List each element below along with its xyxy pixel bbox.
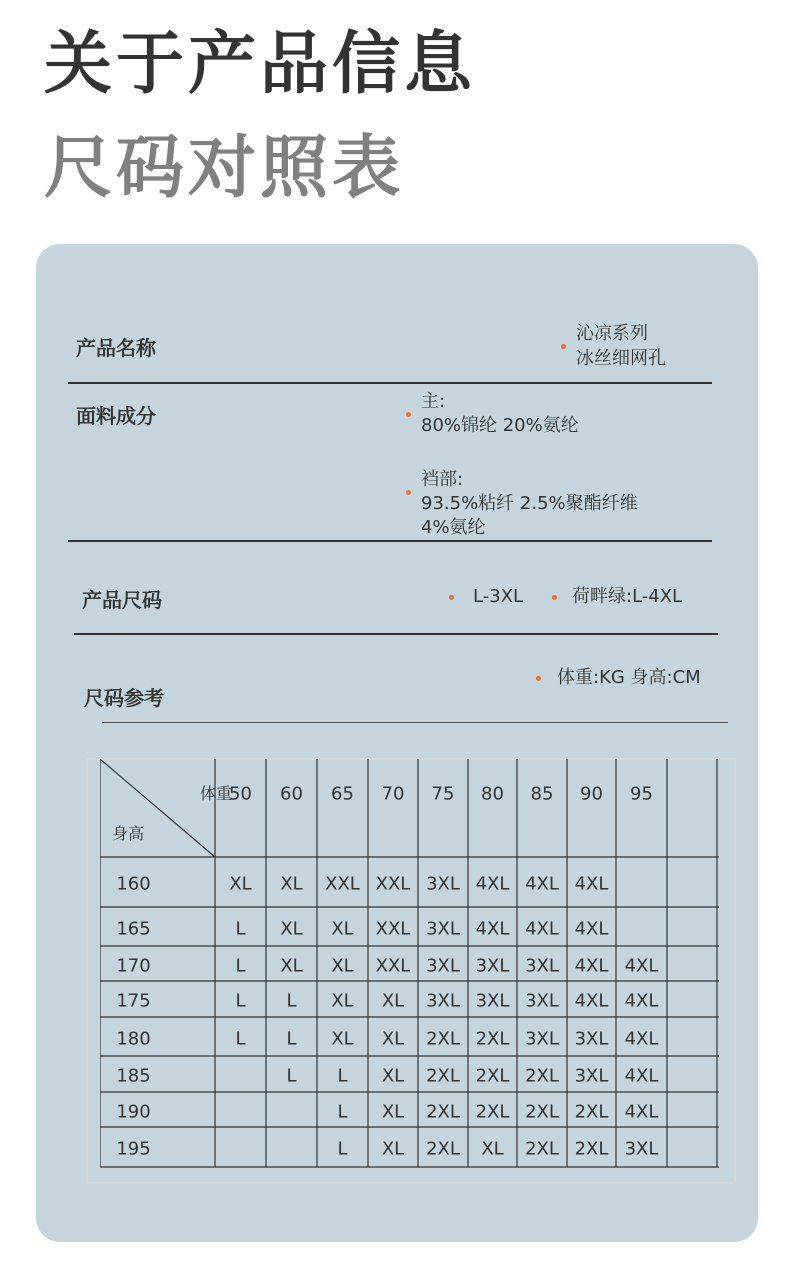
size-cell: L (235, 990, 246, 1012)
divider (68, 382, 712, 384)
size-cell: L (337, 1138, 348, 1160)
size-cell: 4XL (525, 918, 559, 939)
size-cell: XXL (325, 873, 360, 895)
bullet-dot (552, 595, 557, 600)
weight-header-cell: 95 (630, 783, 653, 805)
fabric-main-value: 80%锦纶 20%氨纶 (421, 415, 579, 436)
size-cell: 3XL (426, 990, 460, 1012)
size-cell: 2XL (426, 1028, 460, 1049)
size-cell: XL (331, 1028, 354, 1049)
size-cell: L (337, 1101, 348, 1122)
size-cell: 2XL (475, 1065, 510, 1087)
size-cell: 4XL (574, 918, 609, 939)
size-cell: 2XL (525, 1065, 559, 1087)
product-name-value-1: 沁凉系列 (576, 323, 648, 344)
weight-header-cell: 85 (530, 783, 554, 805)
size-cell: XL (229, 873, 252, 895)
size-cell: 4XL (574, 955, 609, 976)
size-cell: 3XL (426, 955, 460, 976)
bullet-dot (536, 676, 541, 681)
size-cell: 4XL (525, 873, 559, 895)
height-cell: 175 (116, 990, 151, 1012)
size-cell: XL (381, 1138, 405, 1160)
size-cell: L (337, 1065, 348, 1087)
size-cell: XL (331, 955, 354, 976)
size-cell: 4XL (624, 1101, 659, 1122)
size-cell: 3XL (426, 918, 460, 939)
height-cell: 185 (116, 1065, 151, 1087)
size-reference-note: 体重:KG 身高:CM (557, 667, 701, 688)
bullet-dot (406, 490, 411, 495)
size-cell: XL (280, 918, 303, 939)
page-subtitle: 尺码对照表 (44, 129, 405, 208)
product-name-label: 产品名称 (76, 336, 156, 360)
height-cell: 195 (116, 1138, 151, 1160)
size-cell: L (235, 918, 246, 939)
product-name-value-2: 冰丝细网孔 (576, 348, 666, 369)
weight-header-cell: 50 (229, 783, 252, 805)
size-cell: 2XL (574, 1138, 609, 1160)
size-cell: 4XL (624, 1065, 659, 1087)
divider (102, 722, 728, 723)
size-cell: L (286, 1028, 297, 1049)
size-cell: 2XL (475, 1028, 510, 1049)
divider (74, 633, 718, 635)
size-cell: 4XL (574, 873, 609, 895)
size-cell: XL (381, 1101, 405, 1122)
size-cell: 3XL (525, 990, 559, 1012)
size-cell: XL (381, 1028, 405, 1049)
size-cell: L (235, 1028, 246, 1049)
size-reference-label: 尺码参考 (84, 686, 164, 710)
size-cell: L (286, 1065, 297, 1087)
size-cell: 3XL (624, 1138, 659, 1160)
size-cell: XXL (375, 955, 411, 976)
weight-header-cell: 70 (381, 783, 405, 805)
size-cell: 2XL (525, 1138, 559, 1160)
size-cell: 4XL (574, 990, 609, 1012)
size-cell: 3XL (525, 955, 559, 976)
size-cell: 3XL (574, 1028, 609, 1049)
corner-weight-label: 体重 (200, 784, 233, 803)
bullet-dot (561, 344, 566, 349)
size-cell: 2XL (475, 1101, 510, 1122)
fabric-label: 面料成分 (76, 404, 156, 428)
size-cell: 3XL (426, 873, 460, 895)
size-cell: L (235, 955, 246, 976)
size-card (36, 244, 758, 1242)
size-cell: 2XL (426, 1138, 460, 1160)
size-cell: 4XL (624, 990, 659, 1012)
fabric-main-title: 主: (421, 391, 446, 412)
weight-header-cell: 60 (280, 783, 303, 805)
size-cell: XL (331, 918, 354, 939)
weight-header-cell: 75 (431, 783, 455, 805)
bullet-dot (449, 595, 454, 600)
size-cell: 2XL (426, 1101, 460, 1122)
page-title: 关于产品信息 (44, 25, 477, 104)
size-cell: XL (481, 1138, 504, 1160)
size-cell: 3XL (574, 1065, 609, 1087)
size-cell: 2XL (525, 1101, 559, 1122)
product-size-value-2: 荷畔绿:L-4XL (572, 586, 683, 607)
product-size-value-1: L-3XL (473, 586, 524, 607)
size-cell: XL (280, 955, 303, 976)
corner-height-label: 身高 (112, 824, 145, 843)
fabric-crotch-value-1: 93.5%粘纤 2.5%聚酯纤维 (421, 493, 638, 514)
height-cell: 160 (116, 873, 151, 895)
size-cell: XL (381, 990, 405, 1012)
size-cell: XXL (375, 918, 411, 939)
size-cell: 3XL (525, 1028, 559, 1049)
weight-header-cell: 65 (331, 783, 354, 805)
height-cell: 165 (116, 918, 151, 939)
fabric-crotch-title: 裆部: (421, 469, 464, 490)
size-cell: XL (331, 990, 354, 1012)
height-cell: 180 (116, 1028, 151, 1049)
size-cell: 2XL (426, 1065, 460, 1087)
height-cell: 170 (116, 955, 151, 976)
size-cell: 4XL (624, 955, 659, 976)
size-table (100, 759, 720, 1169)
weight-header-cell: 80 (481, 783, 504, 805)
height-cell: 190 (116, 1101, 151, 1122)
size-cell: XXL (375, 873, 411, 895)
size-cell: XL (280, 873, 303, 895)
size-cell: XL (381, 1065, 405, 1087)
bullet-dot (406, 412, 411, 417)
size-cell: 3XL (475, 990, 510, 1012)
size-cell: 3XL (475, 955, 510, 976)
size-cell: 4XL (475, 918, 510, 939)
weight-header-cell: 90 (580, 783, 603, 805)
size-cell: 4XL (624, 1028, 659, 1049)
size-cell: 4XL (475, 873, 510, 895)
size-cell: L (286, 990, 297, 1012)
product-size-label: 产品尺码 (82, 588, 162, 612)
divider (68, 540, 712, 542)
size-cell: 2XL (574, 1101, 609, 1122)
fabric-crotch-value-2: 4%氨纶 (421, 517, 486, 538)
